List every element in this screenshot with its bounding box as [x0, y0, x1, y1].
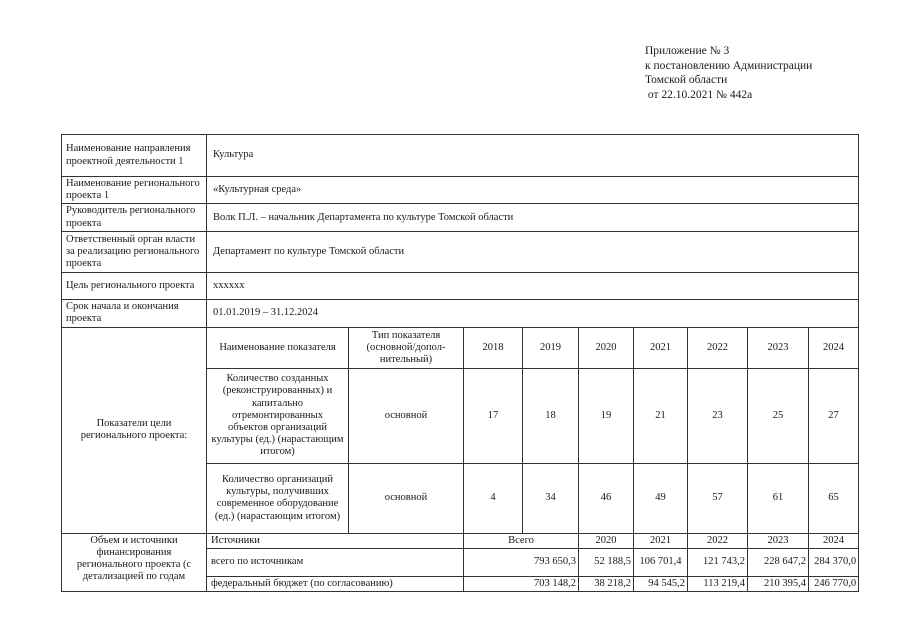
- goal-value: хххххх: [207, 272, 859, 299]
- table-row: [62, 204, 859, 231]
- project-name-value: «Культурная среда»: [207, 177, 859, 204]
- indicator-value: 61: [748, 463, 809, 533]
- appendix-line-1: Приложение № 3: [645, 45, 730, 57]
- year-header: 2024: [809, 327, 859, 368]
- indicator-value: 65: [809, 463, 859, 533]
- finance-sources-header: Источники: [207, 533, 464, 548]
- project-head-value: Волк П.Л. – начальник Департамента по культуре Томской области: [207, 204, 859, 231]
- finance-value: 106 701,4: [634, 549, 688, 577]
- period-value: 01.01.2019 – 31.12.2024: [207, 299, 859, 327]
- indicator-type-header: Тип показателя (основной/допол-нительный): [349, 327, 464, 368]
- finance-value: 113 219,4: [688, 577, 748, 592]
- year-header: 2023: [748, 327, 809, 368]
- year-header: 2021: [634, 327, 688, 368]
- indicator-type: основной: [349, 463, 464, 533]
- indicators-header-row: [62, 327, 859, 368]
- appendix-line-3: Томской области: [645, 74, 728, 87]
- finance-section-label: Объем и источники финансирования регионального проекта (с детализацией по годам: [62, 533, 207, 591]
- table-row: [62, 177, 859, 204]
- table-row: [62, 231, 859, 272]
- indicator-value: 57: [688, 463, 748, 533]
- finance-value: 38 218,2: [579, 577, 634, 592]
- finance-year-header: 2020: [579, 533, 634, 548]
- indicator-value: 17: [464, 368, 523, 463]
- responsible-value: Департамент по культуре Томской области: [207, 231, 859, 272]
- finance-value: 121 743,2: [688, 549, 748, 577]
- appendix-header: [645, 44, 812, 102]
- indicator-value: 49: [634, 463, 688, 533]
- year-header: 2019: [523, 327, 579, 368]
- finance-total: 793 650,3: [464, 549, 579, 577]
- year-header: 2018: [464, 327, 523, 368]
- table-row: [62, 272, 859, 299]
- finance-year-header: 2021: [634, 533, 688, 548]
- finance-value: 94 545,2: [634, 577, 688, 592]
- goal-label: Цель регионального проекта: [62, 272, 207, 299]
- indicator-value: 46: [579, 463, 634, 533]
- table-row: [62, 299, 859, 327]
- indicator-name: Количество созданных (реконструированных) и капитально отремонтированных объектов организаций культуры (ед.) (нарастающим итогом): [207, 368, 349, 463]
- finance-value: 210 395,4: [748, 577, 809, 592]
- indicator-name-header: Наименование показателя: [207, 327, 349, 368]
- appendix-line-2: к постановлению Администрации: [645, 59, 813, 72]
- finance-year-header: 2022: [688, 533, 748, 548]
- finance-source: всего по источникам: [207, 549, 464, 577]
- finance-year-header: 2024: [809, 533, 859, 548]
- direction-label: Наименование направления проектной деятельности 1: [62, 135, 207, 177]
- table-row: [62, 135, 859, 177]
- indicator-value: 34: [523, 463, 579, 533]
- indicator-name: Количество организаций культуры, получивших современное оборудование (ед.) (нарастающим итогом): [207, 463, 349, 533]
- indicator-value: 21: [634, 368, 688, 463]
- finance-year-header: 2023: [748, 533, 809, 548]
- responsible-label: Ответственный орган власти за реализацию регионального проекта: [62, 231, 207, 272]
- finance-total: 703 148,2: [464, 577, 579, 592]
- finance-value: 284 370,0: [809, 549, 859, 577]
- appendix-line-4: от 22.10.2021 № 442а: [645, 88, 753, 101]
- direction-value: Культура: [207, 135, 859, 177]
- project-passport-table: [61, 134, 859, 592]
- indicator-value: 27: [809, 368, 859, 463]
- finance-total-header: Всего: [464, 533, 579, 548]
- finance-value: 228 647,2: [748, 549, 809, 577]
- indicator-value: 18: [523, 368, 579, 463]
- year-header: 2020: [579, 327, 634, 368]
- indicator-value: 4: [464, 463, 523, 533]
- finance-header-row: [62, 533, 859, 548]
- project-head-label: Руководитель регионального проекта: [62, 204, 207, 231]
- finance-value: 246 770,0: [809, 577, 859, 592]
- indicator-value: 19: [579, 368, 634, 463]
- indicator-value: 23: [688, 368, 748, 463]
- finance-value: 52 188,5: [579, 549, 634, 577]
- indicator-type: основной: [349, 368, 464, 463]
- period-label: Срок начала и окончания проекта: [62, 299, 207, 327]
- finance-source: федеральный бюджет (по согласованию): [207, 577, 464, 592]
- indicator-value: 25: [748, 368, 809, 463]
- indicators-section-label: Показатели цели регионального проекта:: [62, 327, 207, 533]
- year-header: 2022: [688, 327, 748, 368]
- project-name-label: Наименование регионального проекта 1: [62, 177, 207, 204]
